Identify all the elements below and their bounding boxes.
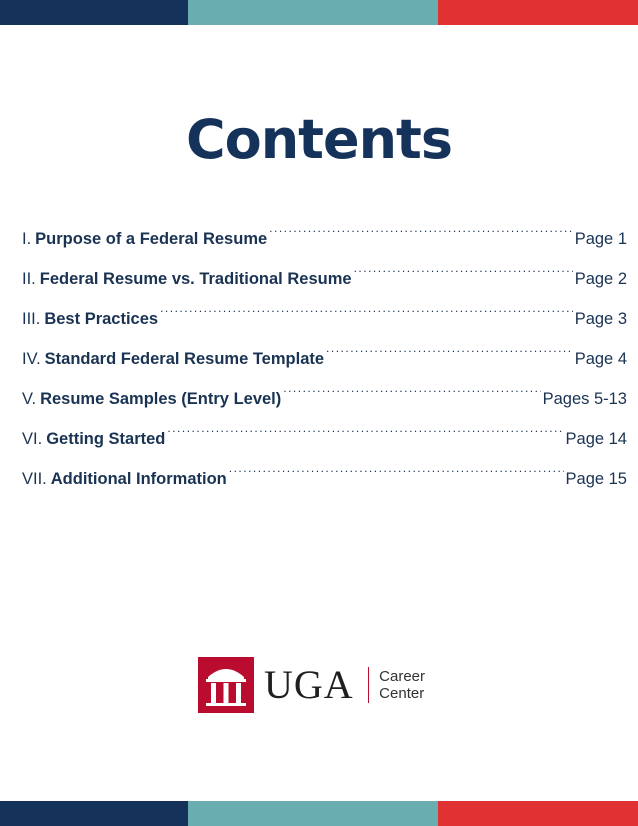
toc-item[interactable]: [22, 220, 627, 260]
logo-subtitle-line: Career: [379, 668, 426, 685]
band-red-segment: [438, 0, 638, 25]
toc-item-page: Page 2: [574, 270, 627, 288]
toc-item-number: III.: [22, 310, 41, 328]
toc-item[interactable]: [22, 340, 627, 380]
toc-item-number: II.: [22, 270, 36, 288]
dot-leader: [354, 260, 573, 284]
band-red-segment: [438, 801, 638, 826]
logo-subtitle-line: Center: [379, 685, 425, 702]
toc-item-label: Best Practices: [44, 310, 159, 328]
toc-item-page: Page 3: [574, 310, 627, 328]
dot-leader: [160, 300, 573, 324]
toc-item-label: Standard Federal Resume Template: [44, 350, 325, 368]
toc-item-number: VI.: [22, 430, 43, 448]
toc-item-page: Page 15: [565, 470, 627, 488]
dot-leader: [229, 460, 564, 484]
top-color-band: [0, 0, 638, 25]
dot-leader: [269, 220, 573, 244]
table-of-contents: [22, 220, 627, 500]
toc-item-page: Pages 5-13: [542, 390, 627, 408]
toc-item-page: Page 4: [574, 350, 627, 368]
band-navy-segment: [0, 0, 188, 25]
page-title: Contents: [185, 108, 452, 171]
band-teal-segment: [188, 801, 438, 826]
toc-item-number: VII.: [22, 470, 47, 488]
bottom-color-band: [0, 801, 638, 826]
toc-item[interactable]: [22, 260, 627, 300]
logo-divider: [368, 667, 370, 703]
toc-item-number: IV.: [22, 350, 41, 368]
dot-leader: [167, 420, 563, 444]
toc-item-label: Purpose of a Federal Resume: [35, 230, 268, 248]
toc-item-label: Getting Started: [46, 430, 166, 448]
dot-leader: [326, 340, 573, 364]
toc-item-label: Federal Resume vs. Traditional Resume: [39, 270, 352, 288]
toc-item-label: Additional Information: [50, 470, 227, 488]
toc-item-page: Page 1: [574, 230, 627, 248]
band-teal-segment: [188, 0, 438, 25]
toc-item[interactable]: [22, 420, 627, 460]
toc-item-label: Resume Samples (Entry Level): [40, 390, 282, 408]
band-navy-segment: [0, 801, 188, 826]
toc-item-number: V.: [22, 390, 37, 408]
toc-item-page: Page 14: [565, 430, 627, 448]
toc-item[interactable]: [22, 380, 627, 420]
toc-item-number: I.: [22, 230, 32, 248]
logo-subtitle: [379, 668, 425, 702]
toc-item[interactable]: [22, 300, 627, 340]
arch-icon: [198, 657, 254, 713]
uga-career-center-logo: [198, 657, 425, 713]
toc-item[interactable]: [22, 460, 627, 500]
logo-wordmark: UGA: [264, 662, 354, 707]
dot-leader: [283, 380, 540, 404]
